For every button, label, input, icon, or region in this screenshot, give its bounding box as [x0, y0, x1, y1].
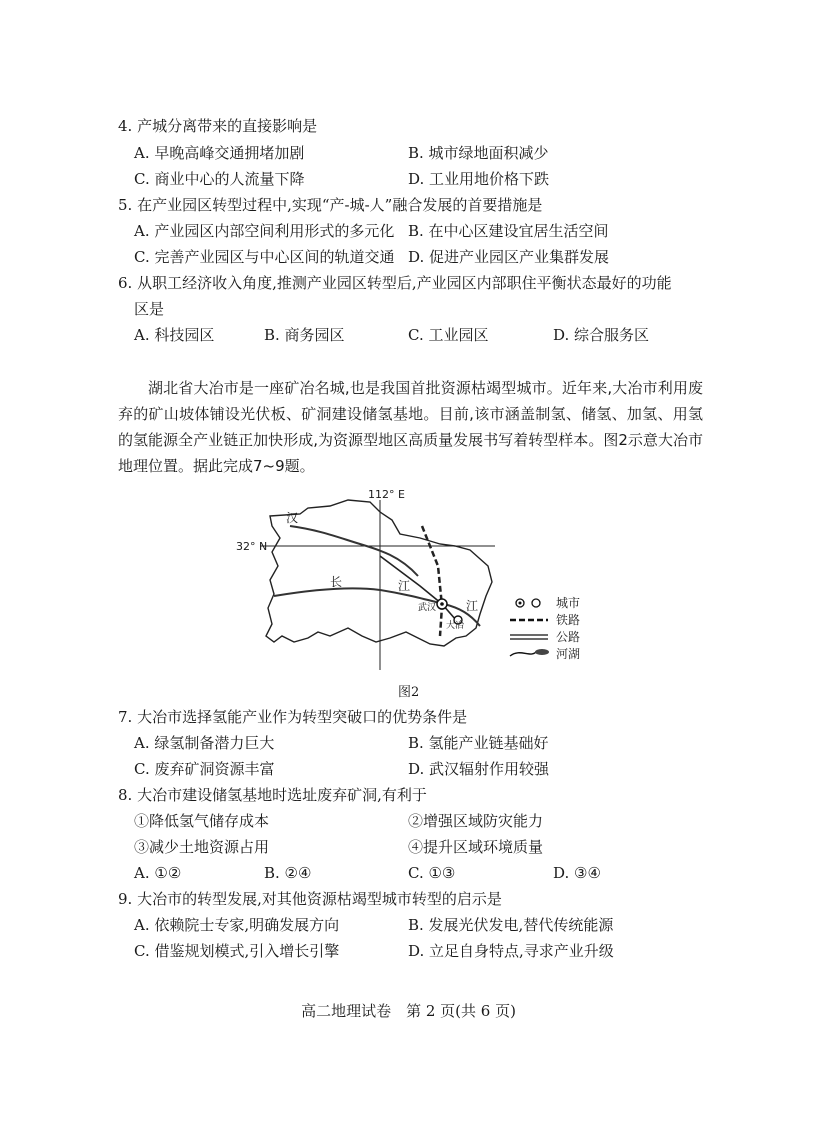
q8-statement-1: ①降低氢气储存成本	[134, 812, 270, 830]
q8-stem: 8. 大冶市建设储氢基地时选址废弃矿洞,有利于	[118, 786, 427, 804]
legend-highway-label: 公路	[556, 630, 581, 644]
railway-line	[422, 526, 442, 636]
legend-city-label: 城市	[556, 596, 581, 610]
legend-city-dot-1	[519, 602, 522, 605]
q8-statement-2: ②增强区域防灾能力	[408, 812, 544, 830]
q9-option-c: C. 借鉴规划模式,引入增长引擎	[134, 942, 340, 960]
legend-river-label: 河湖	[556, 647, 581, 661]
q8-option-c: C. ①③	[408, 864, 456, 882]
reading-passage: 湖北省大冶市是一座矿冶名城,也是我国首批资源枯竭型城市。近年来,大冶市利用废弃的矿山坡体铺设光伏板、矿洞建设储氢基地。目前,该市涵盖制氢、储氢、加氢、用氢的氢能源全产业链正加快形成,为资源型地区高质量发展书写着转型样本。图2示意大冶市地理位置。据此完成7~9题。	[118, 379, 703, 475]
figure-2-map	[230, 486, 600, 676]
q7-option-d: D. 武汉辐射作用较强	[408, 760, 550, 778]
han-river	[290, 526, 418, 576]
q4-option-c: C. 商业中心的人流量下降	[134, 170, 305, 188]
q8-option-d: D. ③④	[553, 864, 601, 882]
legend-railway-label: 铁路	[556, 613, 581, 627]
page-footer: 高二地理试卷 第 2 页(共 6 页)	[301, 1002, 516, 1020]
q9-option-b: B. 发展光伏发电,替代传统能源	[408, 916, 614, 934]
lon-label: 112° E	[368, 488, 405, 501]
legend-lake-symbol	[535, 649, 549, 655]
q9-option-a: A. 依赖院士专家,明确发展方向	[134, 916, 340, 934]
q4-stem: 4. 产城分离带来的直接影响是	[118, 117, 318, 135]
q8-option-a: A. ①②	[134, 864, 182, 882]
q5-stem: 5. 在产业园区转型过程中,实现“产-城-人”融合发展的首要措施是	[118, 196, 543, 214]
q6-stem-line2: 区是	[134, 300, 165, 318]
q8-statement-3: ③减少土地资源占用	[134, 838, 270, 856]
river-jiang1-label: 江	[398, 579, 411, 593]
river-jiang2-label: 江	[466, 599, 479, 613]
q5-option-c: C. 完善产业园区与中心区间的轨道交通	[134, 248, 395, 266]
wuhan-city-dot	[440, 602, 444, 606]
q5-option-d: D. 促进产业园区产业集群发展	[408, 248, 610, 266]
q6-option-a: A. 科技园区	[134, 326, 215, 344]
q6-option-c: C. 工业园区	[408, 326, 489, 344]
legend-city-symbol-2	[532, 599, 540, 607]
city-daye-label: 大冶	[446, 621, 465, 631]
q6-stem-line1: 6. 从职工经济收入角度,推测产业园区转型后,产业园区内部职住平衡状态最好的功能	[118, 274, 672, 292]
legend-river-symbol	[510, 652, 536, 656]
q7-option-a: A. 绿氢制备潜力巨大	[134, 734, 275, 752]
q5-option-a: A. 产业园区内部空间利用形式的多元化	[134, 222, 395, 240]
q5-option-b: B. 在中心区建设宜居生活空间	[408, 222, 609, 240]
q7-option-b: B. 氢能产业链基础好	[408, 734, 549, 752]
river-han-label: 汉	[286, 511, 299, 525]
q4-option-a: A. 早晚高峰交通拥堵加剧	[134, 144, 305, 162]
q6-option-d: D. 综合服务区	[553, 326, 650, 344]
map-svg	[230, 486, 600, 676]
q4-option-d: D. 工业用地价格下跌	[408, 170, 550, 188]
river-chang-label: 长	[330, 575, 343, 589]
city-wuhan-label: 武汉	[418, 603, 437, 613]
q9-option-d: D. 立足自身特点,寻求产业升级	[408, 942, 614, 960]
q6-option-b: B. 商务园区	[264, 326, 345, 344]
q8-statement-4: ④提升区域环境质量	[408, 838, 544, 856]
q9-stem: 9. 大冶市的转型发展,对其他资源枯竭型城市转型的启示是	[118, 890, 502, 908]
q4-option-b: B. 城市绿地面积减少	[408, 144, 549, 162]
q8-option-b: B. ②④	[264, 864, 312, 882]
lat-label: 32° N	[236, 540, 268, 553]
figure-caption: 图2	[398, 685, 420, 700]
q7-stem: 7. 大冶市选择氢能产业作为转型突破口的优势条件是	[118, 708, 468, 726]
q7-option-c: C. 废弃矿洞资源丰富	[134, 760, 275, 778]
